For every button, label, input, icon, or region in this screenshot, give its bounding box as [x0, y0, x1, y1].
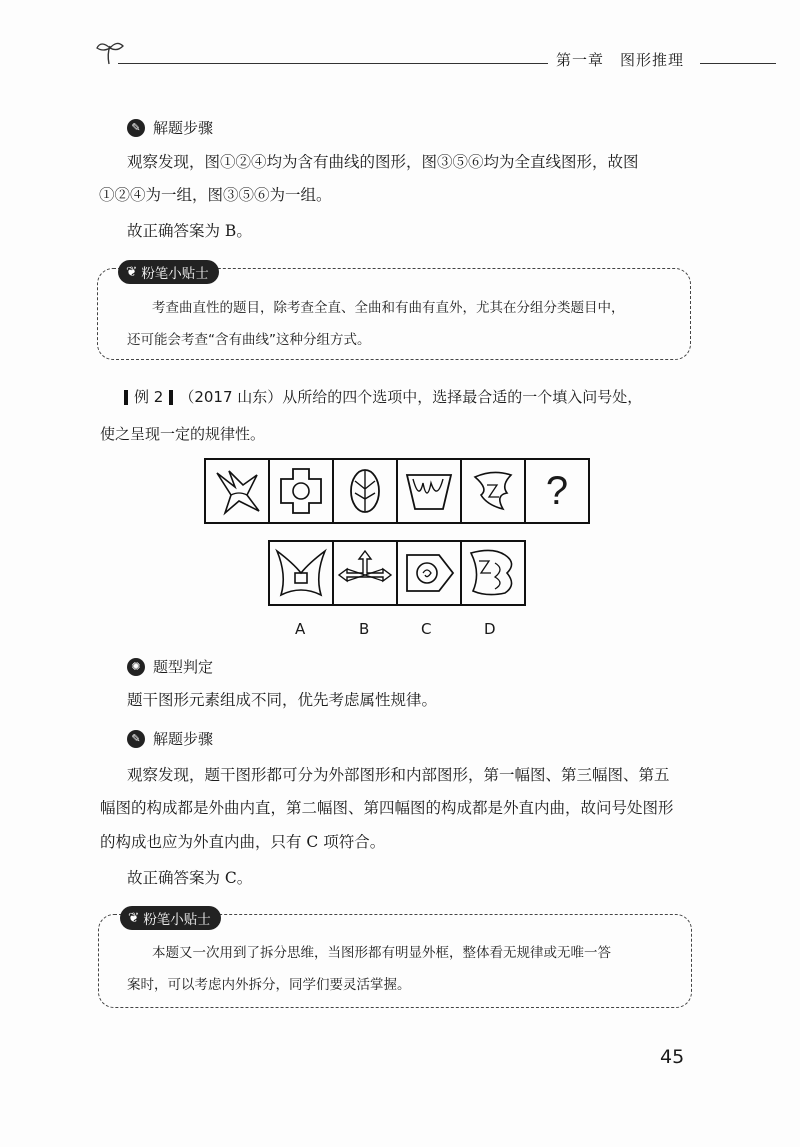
option-a-figure[interactable]	[270, 542, 334, 604]
option-figures	[268, 540, 526, 606]
figure-5-shape	[467, 465, 519, 517]
option-d-shape	[465, 545, 521, 601]
option-a-shape	[273, 545, 329, 601]
figure-2	[270, 460, 334, 522]
chapter-title: 第一章 图形推理	[556, 51, 685, 69]
figure-1	[206, 460, 270, 522]
option-b-figure[interactable]	[334, 542, 398, 604]
solution-line-1: 观察发现，图①②④均为含有曲线的图形，图③⑤⑥均为全直线图形，故图	[127, 153, 639, 171]
question-type-heading: ✺ 题型判定	[127, 656, 213, 677]
solution2-line-1: 观察发现，题干图形都可分为外部图形和内部图形，第一幅图、第三幅图、第五	[127, 766, 670, 784]
example-tag: 例 2	[134, 388, 164, 406]
option-a-label[interactable]: A	[295, 620, 306, 638]
question-mark: ?	[545, 468, 569, 513]
example-2-question	[118, 386, 642, 407]
header-rule-right	[700, 63, 776, 64]
figure-3	[334, 460, 398, 522]
sprout-icon: ❦	[126, 264, 138, 280]
option-c-shape	[401, 545, 457, 601]
header-rule-left	[118, 63, 548, 64]
tip1-line-1: 考查曲直性的题目，除考查全直、全曲和有曲有直外，尤其在分组分类题目中，	[152, 300, 625, 316]
solution-line-2: ①②④为一组，图③⑤⑥为一组。	[99, 186, 332, 204]
option-d-figure[interactable]	[462, 542, 524, 604]
solution-steps-heading-1: ✎ 解题步骤	[127, 117, 213, 138]
tip-label-1: ❦ 粉笔小贴士	[118, 260, 219, 284]
figure-1-shape	[211, 465, 263, 517]
option-b-label[interactable]: B	[359, 620, 370, 638]
sun-icon: ✺	[127, 658, 145, 676]
solution2-line-3: 的构成也应为外直内曲，只有 C 项符合。	[100, 833, 386, 851]
tip2-line-2: 案时，可以考虑内外拆分，同学们要灵活掌握。	[127, 977, 411, 993]
page-number: 45	[660, 1046, 685, 1068]
tag-bar	[169, 390, 173, 405]
option-c-label[interactable]: C	[421, 620, 432, 638]
solution2-line-2: 幅图的构成都是外曲内直，第二幅图、第四幅图的构成都是外直内曲，故问号处图形	[100, 799, 674, 817]
figure-5	[462, 460, 526, 522]
answer-2: 故正确答案为 C。	[127, 869, 253, 887]
figure-4	[398, 460, 462, 522]
example-2-line-2: 使之呈现一定的规律性。	[100, 425, 266, 443]
option-c-figure[interactable]	[398, 542, 462, 604]
tip-label-2: ❦ 粉笔小贴士	[120, 906, 221, 930]
tip1-line-2: 还可能会考查“含有曲线”这种分组方式。	[127, 332, 371, 348]
answer-1: 故正确答案为 B。	[127, 222, 252, 240]
pencil-icon: ✎	[127, 730, 145, 748]
figure-4-shape	[403, 465, 455, 517]
option-b-shape	[337, 545, 393, 601]
figure-3-shape	[339, 465, 391, 517]
example-source: （2017 山东）从所给的四个选项中，选择最合适的一个填入问号处，	[179, 388, 643, 406]
sprout-icon: ❦	[128, 910, 140, 926]
figure-question	[526, 460, 588, 522]
solution-steps-heading-2: ✎ 解题步骤	[127, 728, 213, 749]
sprout-icon	[95, 38, 125, 66]
question-type-text: 题干图形元素组成不同，优先考虑属性规律。	[127, 691, 438, 709]
option-d-label[interactable]: D	[484, 620, 496, 638]
question-figures	[204, 458, 590, 524]
pencil-icon: ✎	[127, 119, 145, 137]
tag-bar	[124, 390, 128, 405]
figure-2-shape	[275, 465, 327, 517]
tip2-line-1: 本题又一次用到了拆分思维，当图形都有明显外框，整体看无规律或无唯一答	[152, 945, 611, 961]
